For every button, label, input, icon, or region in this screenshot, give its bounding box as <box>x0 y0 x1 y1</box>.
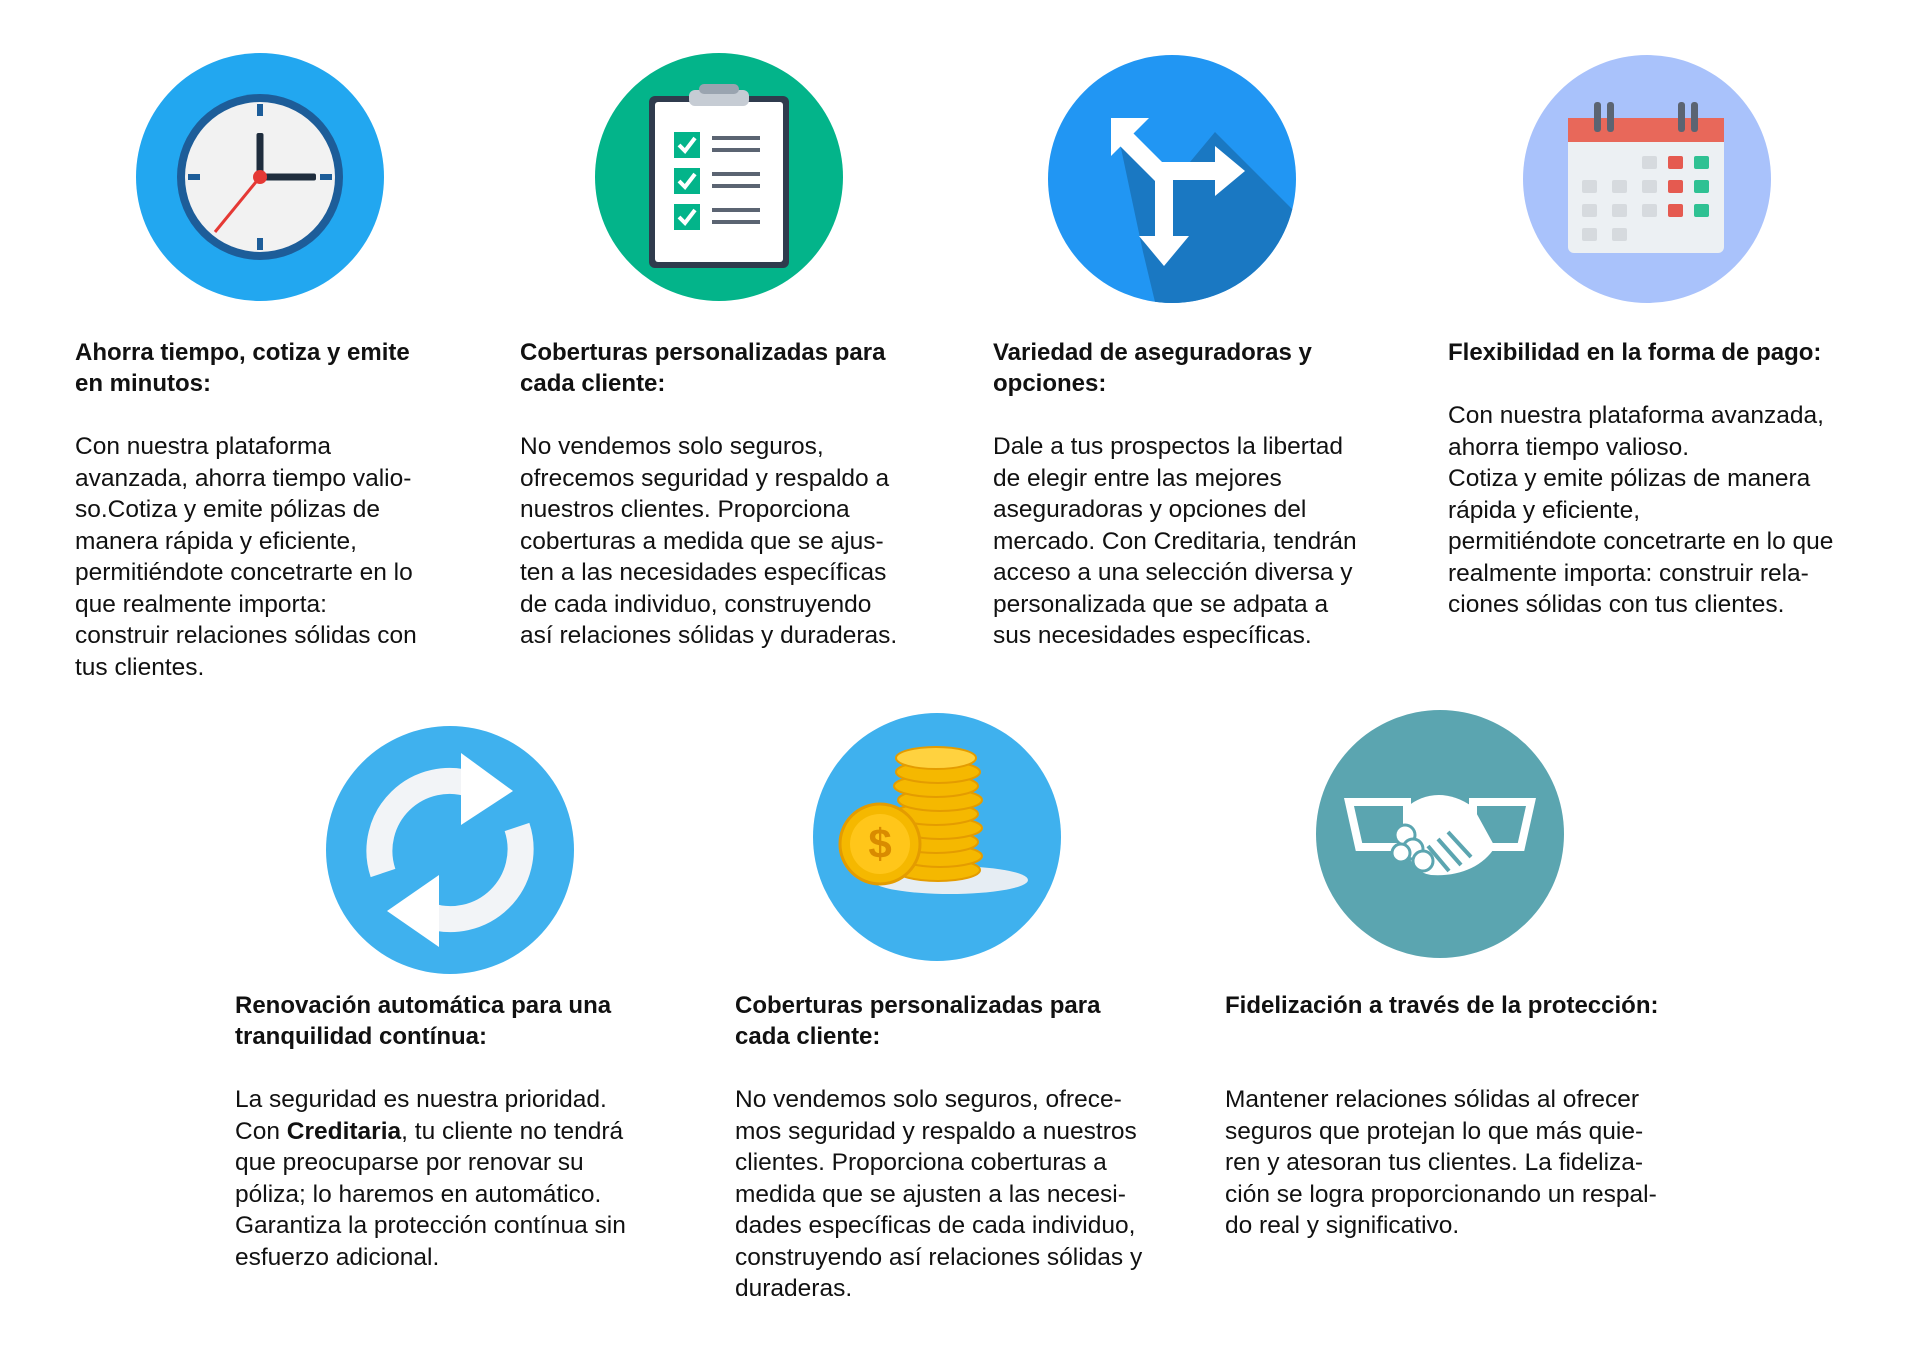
svg-text:$: $ <box>868 820 892 867</box>
feature-title: Ahorra tiempo, cotiza y emite en minutos: <box>75 339 410 397</box>
feature-title: Renovación automática para una tranquilidad contínua: <box>235 992 612 1050</box>
feature-description: No vendemos solo seguros, ofrecemos seguridad y respaldo a nuestros clientes. Proporciona coberturas a medida que se ajus- ten a las necesidades específicas de cada individuo, construyendo así relaciones sólidas y duraderas. <box>520 433 898 649</box>
feature-title: Fidelización a través de la protección: <box>1225 992 1659 1019</box>
brand-name: Creditaria <box>286 1117 402 1145</box>
feature-title: Coberturas personalizadas para cada cliente: <box>520 339 886 397</box>
feature-description: Dale a tus prospectos la libertad de elegir entre las mejores aseguradoras y opciones del mercado. Con Creditaria, tendrán acceso a una selección diversa y personalizada que se adpata a sus necesidades específicas. <box>993 433 1357 649</box>
feature-description <box>235 1084 685 1273</box>
description-text: La seguridad es nuestra prioridad. Con <box>235 1086 607 1145</box>
feature-description: Con nuestra plataforma avanzada, ahorra tiempo valioso. Cotiza y emite pólizas de manera rápida y eficiente, permitiéndote concetrarte en lo que realmente importa: construir rela- ciones sólidas con tus clientes. <box>1448 402 1834 618</box>
split-arrows-icon <box>1045 52 1299 306</box>
feature-description: Mantener relaciones sólidas al ofrecer seguros que protejan lo que más quie- ren y atesoran tus clientes. La fideliza- ción se logra proporcionando un respal- do real y significativo. <box>1225 1086 1657 1239</box>
refresh-icon <box>323 723 577 977</box>
feature-title: Flexibilidad en la forma de pago: <box>1448 339 1822 366</box>
feature-title: Variedad de aseguradoras y opciones: <box>993 339 1312 397</box>
calendar-icon <box>1520 52 1774 306</box>
coins-icon <box>810 710 1064 964</box>
feature-description: Con nuestra plataforma avanzada, ahorra tiempo valio- so.Cotiza y emite pólizas de manera rápida y eficiente, permitiéndote concetrarte en lo que realmente importa: construir relaciones sólidas con tus clientes. <box>75 433 417 681</box>
handshake-icon <box>1313 707 1567 961</box>
clock-icon <box>133 50 387 304</box>
feature-description: No vendemos solo seguros, ofrece- mos seguridad y respaldo a nuestros clientes. Proporciona coberturas a medida que se ajusten a las necesi- dades específicas de cada individuo, construyendo así relaciones sólidas y duraderas. <box>735 1086 1143 1302</box>
feature-title: Coberturas personalizadas para cada cliente: <box>735 992 1101 1050</box>
description-text: , tu cliente no tendrá que preocuparse por renovar su póliza; lo haremos en automático. Garantiza la protección contínua sin esfuerzo adicional. <box>235 1117 626 1271</box>
clipboard-checklist-icon <box>592 50 846 304</box>
